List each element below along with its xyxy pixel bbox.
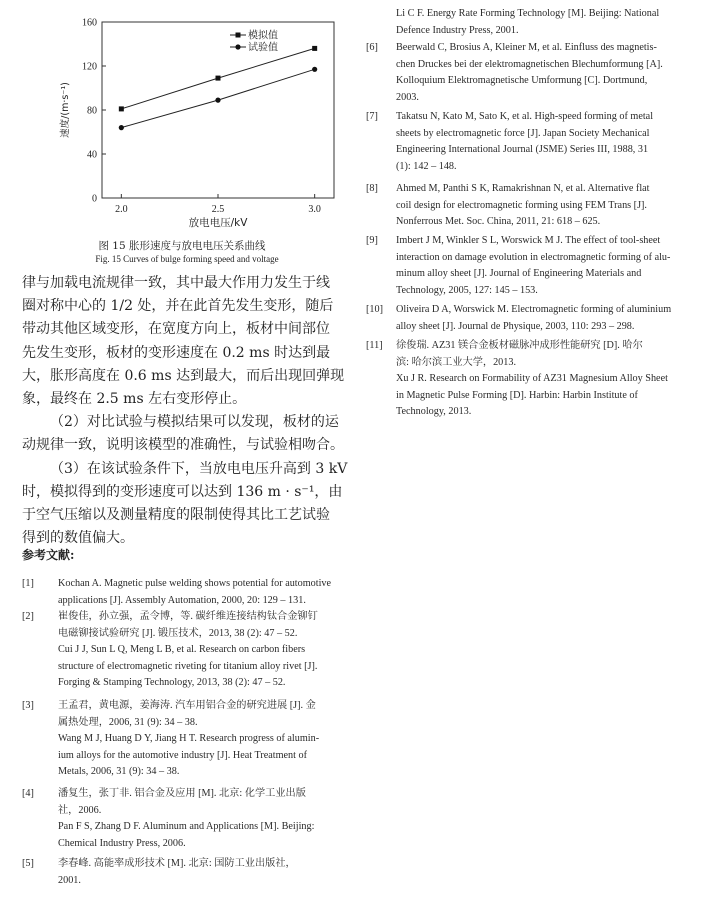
reference-line: Oliveira D A, Worswick M. Electromagnetic forming of aluminium — [396, 304, 672, 315]
reference-text — [396, 338, 668, 421]
reference-number: [9] — [366, 235, 378, 246]
reference-line: 潘复生，张丁非. 铝合金及应用 [M]. 北京: 化学工业出版 — [58, 788, 306, 799]
reference-line: Kochan A. Magnetic pulse welding shows potential for automotive — [58, 578, 332, 589]
reference-text — [58, 576, 331, 609]
data-point-square — [216, 76, 221, 81]
reference-line: (1): 142 – 148. — [396, 160, 457, 172]
references-heading: 参考文献: — [22, 548, 75, 562]
text-line: 圈对称中心的 1/2 处，并在此首先发生变形，随后 — [22, 298, 334, 315]
text-line: （2）对比试验与模拟结果可以发现，板材的运 — [50, 414, 339, 431]
reference-line: minum alloy sheet [J]. Journal of Engineering Materials and — [396, 268, 642, 280]
reference-text — [396, 109, 653, 175]
reference-number: [4] — [22, 788, 34, 799]
text-line: 得到的数值偏大。 — [22, 530, 134, 547]
reference-line: Li C F. Energy Rate Forming Technology [M]. Beijing: National — [396, 8, 660, 19]
reference-number: [1] — [22, 578, 34, 589]
x-tick-label: 2.0 — [115, 204, 128, 215]
reference-line: Technology, 2005, 127: 145 – 153. — [396, 284, 538, 296]
reference-text — [396, 302, 671, 335]
paragraph-1 — [22, 272, 360, 411]
paragraph-2 — [22, 411, 360, 457]
reference-line: Nonferrous Met. Soc. China, 2011, 21: 618 – 625. — [396, 216, 601, 228]
reference-number: [6] — [366, 42, 378, 53]
y-axis-label: 速度/(m·s⁻¹) — [60, 82, 71, 138]
reference-text — [58, 698, 319, 781]
paragraph-3 — [22, 458, 360, 551]
reference-line: Technology, 2013. — [396, 406, 472, 418]
reference-line: chen Druckes bei der elektromagnetischen Blechumformung [A]. — [396, 58, 663, 70]
reference-number: [8] — [366, 183, 378, 194]
reference-line: 2001. — [58, 874, 81, 886]
figure-15-chart — [52, 4, 342, 236]
body-text — [22, 272, 360, 550]
reference-text — [58, 786, 314, 852]
reference-line: alloy sheet [J]. Journal de Physique, 2003, 110: 293 – 298. — [396, 320, 635, 332]
reference-line: Beerwald C, Brosius A, Kleiner M, et al. Einfluss des magnetis- — [396, 42, 657, 53]
x-axis-label: 放电电压/kV — [188, 217, 248, 229]
reference-line: applications [J]. Assembly Automation, 2000, 20: 129 – 131. — [58, 594, 306, 606]
data-point-square — [312, 46, 317, 51]
data-point-square — [119, 106, 124, 111]
x-tick-label: 2.5 — [211, 204, 225, 215]
y-tick-label: 80 — [87, 105, 97, 117]
text-line: 大，胀形高度在 0.6 ms 达到最大，而后出现回弹现 — [22, 367, 345, 384]
data-point-circle — [119, 125, 124, 130]
data-point-circle — [312, 67, 317, 72]
reference-line: Ahmed M, Panthi S K, Ramakrishnan N, et al. Alternative flat — [396, 183, 650, 194]
reference-line: Engineering International Journal (JSME) Series III, 1988, 31 — [396, 144, 649, 156]
reference-number: [11] — [366, 340, 383, 351]
reference-line: Xu J R. Research on Formability of AZ31 Magnesium Alloy Sheet — [396, 373, 668, 385]
reference-line: Forging & Stamping Technology, 2013, 38 (2): 47 – 52. — [58, 677, 286, 689]
y-tick-label: 160 — [82, 17, 97, 29]
reference-line: sheets by electromagnetic force [J]. Japan Society Mechanical — [396, 127, 650, 139]
reference-text — [396, 233, 670, 299]
y-tick-label: 120 — [82, 61, 97, 73]
text-line: 先发生变形，板材的变形速度在 0.2 ms 时达到最 — [22, 344, 331, 361]
text-line: 带动其他区域变形，在宽度方向上，板材中间部位 — [22, 321, 330, 338]
legend-marker-circle — [235, 44, 240, 49]
reference-line: ium alloys for the automotive industry [J]. Heat Treatment of — [58, 749, 307, 761]
reference-line: coil design for electromagnetic forming using FEM Trans [J]. — [396, 199, 647, 211]
legend-label: 试验值 — [248, 42, 278, 54]
reference-line: Pan F S, Zhang D F. Aluminum and Applications [M]. Beijing: — [58, 821, 315, 833]
text-line: 动规律一致，说明该模型的准确性，与试验相吻合。 — [22, 437, 344, 454]
reference-line: Takatsu N, Kato M, Sato K, et al. High-speed forming of metal — [396, 111, 654, 122]
plot-frame — [102, 22, 334, 198]
reference-text — [58, 856, 296, 889]
reference-text — [58, 609, 318, 692]
reference-line: 属热处理，2006, 31 (9): 34 – 38. — [58, 716, 198, 728]
text-line: 律与加载电流规律一致，其中最大作用力发生于线 — [22, 275, 330, 291]
legend-marker-square — [236, 33, 241, 38]
reference-line: Cui J J, Sun L Q, Meng L B, et al. Research on carbon fibers — [58, 644, 306, 656]
chart-svg — [52, 4, 342, 236]
figure-caption-en: Fig. 15 Curves of bulge forming speed and voltage — [95, 254, 279, 264]
reference-line: 王孟君，黄电源，姜海涛. 汽车用铝合金的研究进展 [J]. 金 — [58, 700, 316, 711]
reference-number: [2] — [22, 611, 34, 622]
reference-line: Defence Industry Press, 2001. — [396, 24, 519, 36]
reference-line: 滨: 哈尔滨工业大学，2013. — [396, 356, 516, 368]
reference-line: 徐俊瑞. AZ31 镁合金板材磁脉冲成形性能研究 [D]. 哈尔 — [396, 340, 643, 351]
reference-line: 李春峰. 高能率成形技术 [M]. 北京: 国防工业出版社， — [58, 858, 296, 869]
reference-line: 电磁铆接试验研究 [J]. 锻压技术，2013, 38 (2): 47 – 52. — [58, 627, 298, 639]
reference-line: Chemical Industry Press, 2006. — [58, 837, 186, 849]
reference-line: interaction on damage evolution in electromagnetic forming of alu- — [396, 251, 671, 263]
y-tick-label: 40 — [87, 149, 97, 161]
reference-line: Wang M J, Huang D Y, Jiang H T. Research progress of alumin- — [58, 733, 320, 745]
figure-caption-cn: 图 15 胀形速度与放电电压关系曲线 — [98, 240, 266, 252]
reference-line: structure of electromagnetic riveting for titanium alloy rivet [J]. — [58, 660, 318, 672]
reference-line: 崔俊佳，孙立强，孟令博，等. 碳纤维连接结构钛合金铆钉 — [58, 611, 318, 622]
x-tick-label: 3.0 — [308, 204, 321, 215]
reference-line: Kolloquium Elektromagnetische Umformung [C]. Dortmund, — [396, 75, 648, 87]
text-line: 于空气压缩以及测量精度的限制使得其比工艺试验 — [22, 507, 330, 524]
reference-text — [396, 181, 650, 231]
reference-number: [10] — [366, 304, 383, 315]
reference-line: Metals, 2006, 31 (9): 34 – 38. — [58, 766, 180, 778]
legend-label: 模拟值 — [248, 30, 278, 42]
text-line: 象，最终在 2.5 ms 左右变形停止。 — [22, 391, 247, 408]
reference-text — [396, 6, 659, 39]
reference-line: 2003. — [396, 91, 419, 103]
reference-number: [3] — [22, 700, 34, 711]
reference-line: Imbert J M, Winkler S L, Worswick M J. The effect of tool-sheet — [396, 235, 661, 246]
reference-text — [396, 40, 663, 106]
text-line: （3）在该试验条件下，当放电电压升高到 3 kV — [50, 460, 348, 477]
text-line: 时，模拟得到的变形速度可以达到 136 m · s⁻¹，由 — [22, 483, 343, 500]
reference-number: [7] — [366, 111, 378, 122]
reference-line: in Magnetic Pulse Forming [D]. Harbin: Harbin Institute of — [396, 389, 638, 401]
data-point-circle — [215, 98, 220, 103]
reference-number: [5] — [22, 858, 34, 869]
reference-line: 社，2006. — [58, 804, 102, 816]
y-tick-label: 0 — [92, 193, 97, 205]
